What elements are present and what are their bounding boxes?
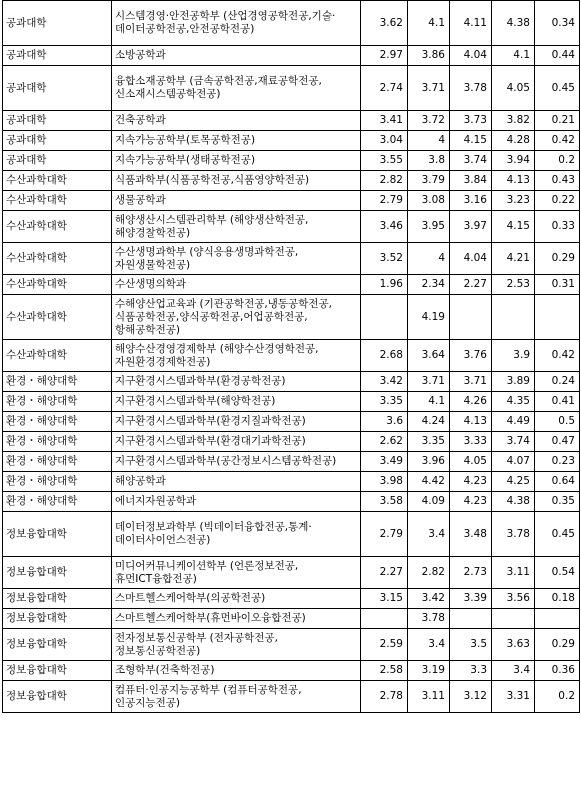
score-cell-v1: 3.42 bbox=[361, 372, 408, 392]
score-cell-v5 bbox=[535, 609, 580, 629]
score-cell-v2: 3.64 bbox=[408, 340, 450, 372]
score-cell-v2: 2.34 bbox=[408, 275, 450, 295]
score-cell-v2: 4.24 bbox=[408, 412, 450, 432]
score-cell-v3: 3.33 bbox=[450, 432, 492, 452]
score-cell-v5 bbox=[535, 295, 580, 340]
score-cell-v1: 2.78 bbox=[361, 681, 408, 713]
score-cell-v1: 3.49 bbox=[361, 452, 408, 472]
department-cell: 식품과학부(식품공학전공,식품영양학전공) bbox=[112, 171, 361, 191]
score-cell-v2: 4 bbox=[408, 131, 450, 151]
score-cell-v3: 4.04 bbox=[450, 243, 492, 275]
score-cell-v5: 0.64 bbox=[535, 472, 580, 492]
score-cell-v3: 3.39 bbox=[450, 589, 492, 609]
score-cell-v3: 3.5 bbox=[450, 629, 492, 661]
department-cell: 시스템경영·안전공학부 (산업경영공학전공,기술·데이터공학전공,안전공학전공) bbox=[112, 1, 361, 46]
department-cell: 데이터정보과학부 (빅데이터융합전공,통계·데이터사이언스전공) bbox=[112, 512, 361, 557]
college-cell: 환경・해양대학 bbox=[3, 372, 112, 392]
score-cell-v4: 3.23 bbox=[492, 191, 535, 211]
score-cell-v2: 3.8 bbox=[408, 151, 450, 171]
score-cell-v5: 0.21 bbox=[535, 111, 580, 131]
table-row bbox=[3, 412, 580, 432]
score-cell-v2: 4.42 bbox=[408, 472, 450, 492]
score-cell-v3: 4.15 bbox=[450, 131, 492, 151]
score-cell-v4: 3.9 bbox=[492, 340, 535, 372]
table-row bbox=[3, 557, 580, 589]
score-cell-v1: 2.79 bbox=[361, 191, 408, 211]
score-cell-v1: 3.41 bbox=[361, 111, 408, 131]
score-cell-v5: 0.42 bbox=[535, 340, 580, 372]
score-cell-v5: 0.35 bbox=[535, 492, 580, 512]
score-cell-v1: 3.98 bbox=[361, 472, 408, 492]
score-cell-v3: 3.12 bbox=[450, 681, 492, 713]
college-cell: 환경・해양대학 bbox=[3, 412, 112, 432]
score-cell-v1: 3.04 bbox=[361, 131, 408, 151]
score-cell-v1: 3.6 bbox=[361, 412, 408, 432]
table-row bbox=[3, 609, 580, 629]
table-row bbox=[3, 211, 580, 243]
college-cell: 공과대학 bbox=[3, 131, 112, 151]
admission-score-table bbox=[2, 0, 580, 713]
score-cell-v2: 3.72 bbox=[408, 111, 450, 131]
score-cell-v4 bbox=[492, 295, 535, 340]
score-cell-v3: 3.16 bbox=[450, 191, 492, 211]
score-cell-v1: 3.52 bbox=[361, 243, 408, 275]
score-cell-v4: 3.31 bbox=[492, 681, 535, 713]
score-cell-v3: 4.13 bbox=[450, 412, 492, 432]
department-cell: 융합소재공학부 (금속공학전공,재료공학전공,신소재시스템공학전공) bbox=[112, 66, 361, 111]
table-row bbox=[3, 432, 580, 452]
score-cell-v5: 0.47 bbox=[535, 432, 580, 452]
score-cell-v5: 0.24 bbox=[535, 372, 580, 392]
score-cell-v2: 4.19 bbox=[408, 295, 450, 340]
college-cell: 수산과학대학 bbox=[3, 275, 112, 295]
score-cell-v3: 4.26 bbox=[450, 392, 492, 412]
score-cell-v5: 0.34 bbox=[535, 1, 580, 46]
score-cell-v3: 2.73 bbox=[450, 557, 492, 589]
score-cell-v3: 4.05 bbox=[450, 452, 492, 472]
table-row bbox=[3, 681, 580, 713]
score-cell-v1: 2.58 bbox=[361, 661, 408, 681]
score-cell-v2: 3.71 bbox=[408, 66, 450, 111]
department-cell: 지구환경시스템과학부(공간정보시스템공학전공) bbox=[112, 452, 361, 472]
table-row bbox=[3, 372, 580, 392]
score-cell-v1: 2.62 bbox=[361, 432, 408, 452]
table-row bbox=[3, 295, 580, 340]
college-cell: 수산과학대학 bbox=[3, 243, 112, 275]
score-cell-v5: 0.33 bbox=[535, 211, 580, 243]
department-cell: 수산생명의학과 bbox=[112, 275, 361, 295]
score-cell-v5: 0.5 bbox=[535, 412, 580, 432]
score-cell-v2: 3.42 bbox=[408, 589, 450, 609]
score-cell-v1: 3.46 bbox=[361, 211, 408, 243]
table-row bbox=[3, 243, 580, 275]
college-cell: 수산과학대학 bbox=[3, 211, 112, 243]
score-cell-v3: 3.73 bbox=[450, 111, 492, 131]
score-cell-v4: 4.35 bbox=[492, 392, 535, 412]
table-row bbox=[3, 131, 580, 151]
college-cell: 정보융합대학 bbox=[3, 681, 112, 713]
college-cell: 환경・해양대학 bbox=[3, 452, 112, 472]
score-cell-v1 bbox=[361, 609, 408, 629]
department-cell: 해양공학과 bbox=[112, 472, 361, 492]
score-cell-v2: 4.1 bbox=[408, 392, 450, 412]
score-cell-v4: 3.63 bbox=[492, 629, 535, 661]
score-cell-v3: 4.23 bbox=[450, 472, 492, 492]
department-cell: 지구환경시스템과학부(환경지질과학전공) bbox=[112, 412, 361, 432]
score-cell-v4: 4.05 bbox=[492, 66, 535, 111]
score-cell-v3: 3.71 bbox=[450, 372, 492, 392]
table-row bbox=[3, 392, 580, 412]
table-row bbox=[3, 171, 580, 191]
score-cell-v5: 0.44 bbox=[535, 46, 580, 66]
college-cell: 정보융합대학 bbox=[3, 629, 112, 661]
college-cell: 수산과학대학 bbox=[3, 340, 112, 372]
score-cell-v2: 4 bbox=[408, 243, 450, 275]
department-cell: 에너지자원공학과 bbox=[112, 492, 361, 512]
college-cell: 정보융합대학 bbox=[3, 661, 112, 681]
score-cell-v2: 3.96 bbox=[408, 452, 450, 472]
department-cell: 지구환경시스템과학부(환경대기과학전공) bbox=[112, 432, 361, 452]
score-cell-v5: 0.29 bbox=[535, 629, 580, 661]
score-cell-v4: 3.89 bbox=[492, 372, 535, 392]
department-cell: 전자정보통신공학부 (전자공학전공,정보통신공학전공) bbox=[112, 629, 361, 661]
department-cell: 스마트헬스케어학부(휴먼바이오융합전공) bbox=[112, 609, 361, 629]
score-cell-v5: 0.18 bbox=[535, 589, 580, 609]
score-cell-v5: 0.45 bbox=[535, 66, 580, 111]
department-cell: 컴퓨터·인공지능공학부 (컴퓨터공학전공,인공지능전공) bbox=[112, 681, 361, 713]
score-cell-v4: 3.74 bbox=[492, 432, 535, 452]
department-cell: 건축공학과 bbox=[112, 111, 361, 131]
score-cell-v5: 0.36 bbox=[535, 661, 580, 681]
score-cell-v4: 4.25 bbox=[492, 472, 535, 492]
score-cell-v4: 4.1 bbox=[492, 46, 535, 66]
score-cell-v3: 4.11 bbox=[450, 1, 492, 46]
college-cell: 환경・해양대학 bbox=[3, 392, 112, 412]
score-cell-v5: 0.43 bbox=[535, 171, 580, 191]
score-cell-v5: 0.42 bbox=[535, 131, 580, 151]
score-cell-v1: 3.55 bbox=[361, 151, 408, 171]
score-cell-v3: 3.78 bbox=[450, 66, 492, 111]
college-cell: 공과대학 bbox=[3, 46, 112, 66]
college-cell: 환경・해양대학 bbox=[3, 432, 112, 452]
score-cell-v5: 0.54 bbox=[535, 557, 580, 589]
score-cell-v4: 4.28 bbox=[492, 131, 535, 151]
score-cell-v1: 2.82 bbox=[361, 171, 408, 191]
college-cell: 공과대학 bbox=[3, 151, 112, 171]
score-cell-v1: 2.79 bbox=[361, 512, 408, 557]
department-cell: 스마트헬스케어학부(의공학전공) bbox=[112, 589, 361, 609]
score-cell-v3: 3.97 bbox=[450, 211, 492, 243]
score-cell-v5: 0.31 bbox=[535, 275, 580, 295]
college-cell: 환경・해양대학 bbox=[3, 492, 112, 512]
score-cell-v2: 3.19 bbox=[408, 661, 450, 681]
department-cell: 미디어커뮤니케이션학부 (언론정보전공,휴먼ICT융합전공) bbox=[112, 557, 361, 589]
college-cell: 공과대학 bbox=[3, 1, 112, 46]
table-row bbox=[3, 275, 580, 295]
score-cell-v5: 0.2 bbox=[535, 681, 580, 713]
college-cell: 정보융합대학 bbox=[3, 609, 112, 629]
college-cell: 공과대학 bbox=[3, 111, 112, 131]
table-row bbox=[3, 151, 580, 171]
table-row bbox=[3, 492, 580, 512]
score-cell-v4: 4.49 bbox=[492, 412, 535, 432]
score-cell-v2: 3.4 bbox=[408, 512, 450, 557]
college-cell: 수산과학대학 bbox=[3, 191, 112, 211]
score-cell-v4: 3.56 bbox=[492, 589, 535, 609]
college-cell: 수산과학대학 bbox=[3, 171, 112, 191]
department-cell: 수해양산업교육과 (기관공학전공,냉동공학전공,식품공학전공,양식공학전공,어업공학전공,항해공학전공) bbox=[112, 295, 361, 340]
department-cell: 지구환경시스템과학부(해양학전공) bbox=[112, 392, 361, 412]
score-cell-v4: 4.07 bbox=[492, 452, 535, 472]
table-row bbox=[3, 1, 580, 46]
score-cell-v1 bbox=[361, 295, 408, 340]
score-cell-v5: 0.23 bbox=[535, 452, 580, 472]
college-cell: 정보융합대학 bbox=[3, 589, 112, 609]
table-row bbox=[3, 111, 580, 131]
score-cell-v4: 3.4 bbox=[492, 661, 535, 681]
table-row bbox=[3, 452, 580, 472]
score-cell-v1: 3.35 bbox=[361, 392, 408, 412]
college-cell: 정보융합대학 bbox=[3, 557, 112, 589]
score-cell-v3: 2.27 bbox=[450, 275, 492, 295]
score-cell-v1: 3.62 bbox=[361, 1, 408, 46]
score-cell-v2: 3.95 bbox=[408, 211, 450, 243]
table-row bbox=[3, 472, 580, 492]
score-cell-v4 bbox=[492, 609, 535, 629]
college-cell: 정보융합대학 bbox=[3, 512, 112, 557]
score-cell-v3: 3.48 bbox=[450, 512, 492, 557]
score-cell-v2: 4.1 bbox=[408, 1, 450, 46]
score-cell-v4: 3.11 bbox=[492, 557, 535, 589]
score-cell-v2: 3.86 bbox=[408, 46, 450, 66]
score-cell-v5: 0.41 bbox=[535, 392, 580, 412]
score-cell-v2: 2.82 bbox=[408, 557, 450, 589]
score-cell-v3: 3.74 bbox=[450, 151, 492, 171]
score-cell-v5: 0.45 bbox=[535, 512, 580, 557]
department-cell: 지속가능공학부(토목공학전공) bbox=[112, 131, 361, 151]
college-cell: 수산과학대학 bbox=[3, 295, 112, 340]
score-cell-v4: 3.78 bbox=[492, 512, 535, 557]
score-cell-v3: 4.23 bbox=[450, 492, 492, 512]
table-row bbox=[3, 66, 580, 111]
score-cell-v3 bbox=[450, 295, 492, 340]
score-cell-v5: 0.22 bbox=[535, 191, 580, 211]
score-cell-v4: 3.82 bbox=[492, 111, 535, 131]
score-cell-v3: 3.84 bbox=[450, 171, 492, 191]
score-cell-v3: 3.76 bbox=[450, 340, 492, 372]
score-cell-v3: 3.3 bbox=[450, 661, 492, 681]
table-row bbox=[3, 340, 580, 372]
score-cell-v2: 3.11 bbox=[408, 681, 450, 713]
score-cell-v3: 4.04 bbox=[450, 46, 492, 66]
score-cell-v4: 4.38 bbox=[492, 1, 535, 46]
score-cell-v4: 4.38 bbox=[492, 492, 535, 512]
score-cell-v5: 0.29 bbox=[535, 243, 580, 275]
score-cell-v1: 3.58 bbox=[361, 492, 408, 512]
score-cell-v2: 3.78 bbox=[408, 609, 450, 629]
score-cell-v1: 1.96 bbox=[361, 275, 408, 295]
table-row bbox=[3, 46, 580, 66]
table-row bbox=[3, 191, 580, 211]
department-cell: 해양생산시스템관리학부 (해양생산학전공,해양경찰학전공) bbox=[112, 211, 361, 243]
table-row bbox=[3, 661, 580, 681]
score-cell-v1: 2.27 bbox=[361, 557, 408, 589]
department-cell: 조형학부(건축학전공) bbox=[112, 661, 361, 681]
score-cell-v1: 2.74 bbox=[361, 66, 408, 111]
score-cell-v2: 3.08 bbox=[408, 191, 450, 211]
college-cell: 환경・해양대학 bbox=[3, 472, 112, 492]
score-cell-v2: 3.79 bbox=[408, 171, 450, 191]
score-cell-v1: 3.15 bbox=[361, 589, 408, 609]
department-cell: 수산생명과학부 (양식응용생명과학전공,자원생물학전공) bbox=[112, 243, 361, 275]
department-cell: 지구환경시스템과학부(환경공학전공) bbox=[112, 372, 361, 392]
score-cell-v4: 4.15 bbox=[492, 211, 535, 243]
score-cell-v2: 3.35 bbox=[408, 432, 450, 452]
score-cell-v4: 2.53 bbox=[492, 275, 535, 295]
score-cell-v4: 3.94 bbox=[492, 151, 535, 171]
department-cell: 해양수산경영경제학부 (해양수산경영학전공,자원환경경제학전공) bbox=[112, 340, 361, 372]
score-cell-v2: 3.71 bbox=[408, 372, 450, 392]
score-cell-v1: 2.68 bbox=[361, 340, 408, 372]
table-row bbox=[3, 589, 580, 609]
table-body bbox=[3, 1, 580, 713]
score-cell-v1: 2.59 bbox=[361, 629, 408, 661]
score-cell-v5: 0.2 bbox=[535, 151, 580, 171]
department-cell: 생물공학과 bbox=[112, 191, 361, 211]
score-cell-v1: 2.97 bbox=[361, 46, 408, 66]
department-cell: 소방공학과 bbox=[112, 46, 361, 66]
department-cell: 지속가능공학부(생태공학전공) bbox=[112, 151, 361, 171]
score-cell-v3 bbox=[450, 609, 492, 629]
score-cell-v4: 4.13 bbox=[492, 171, 535, 191]
score-cell-v2: 3.4 bbox=[408, 629, 450, 661]
college-cell: 공과대학 bbox=[3, 66, 112, 111]
score-cell-v2: 4.09 bbox=[408, 492, 450, 512]
table-row bbox=[3, 629, 580, 661]
score-cell-v4: 4.21 bbox=[492, 243, 535, 275]
table-row bbox=[3, 512, 580, 557]
